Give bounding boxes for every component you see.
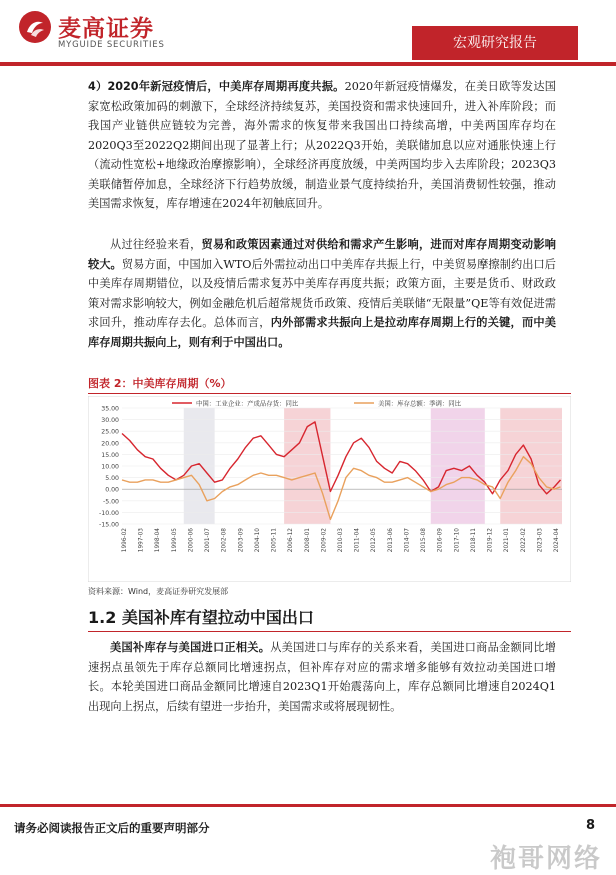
x-tick-label: 2010-03 bbox=[338, 528, 344, 553]
x-tick-label: 2002-08 bbox=[221, 528, 228, 553]
watermark: 袍哥网络 bbox=[490, 844, 603, 874]
y-tick-label: -10.00 bbox=[99, 509, 119, 517]
x-tick-label: 2024-04 bbox=[554, 528, 560, 553]
x-tick-label: 1996-02 bbox=[122, 528, 128, 553]
paragraph-body: 贸易方面，中国加入WTO后外需拉动出口中美库存共振上行，中美贸易摩擦制约出口后中美库存周期错位，以及疫情后需求复苏中美库存再度共振；政策方面，主要是货币、财政政策对需求影响较大，例如金融危机后超常规货币政策、疫情后美联储“无限量”QE等有效促进需求回升，推动库存去化。总体而言， bbox=[88, 257, 556, 329]
x-tick-label: 2012-05 bbox=[371, 528, 378, 553]
y-tick-label: 35.00 bbox=[101, 405, 119, 413]
x-tick-label: 2016-09 bbox=[437, 528, 444, 553]
x-tick-label: 1999-05 bbox=[171, 528, 178, 553]
x-tick-label: 2017-10 bbox=[454, 528, 461, 553]
y-tick-label: 10.00 bbox=[101, 463, 119, 471]
x-tick-label: 2011-04 bbox=[354, 528, 361, 553]
paragraph-us-import bbox=[88, 638, 556, 716]
x-tick-label: 2001-07 bbox=[205, 528, 212, 553]
inventory-cycle-chart bbox=[88, 396, 571, 582]
y-tick-label: 20.00 bbox=[101, 440, 119, 448]
legend-label-0: 中国：工业企业：产成品存货：同比 bbox=[196, 399, 299, 408]
y-tick-label: 15.00 bbox=[101, 451, 119, 459]
paragraph-body: 2020年新冠疫情爆发，在美日欧等发达国家宽松政策加码的刺激下，全球经济持续复苏，美国投资和需求快速回升，进入补库阶段；而我国产业链供应链较为完善，海外需求的恢复带来我国出口持续高增，中美两国库存均在2020Q3至2022Q2期间出现了显著上行；从2022Q3开始，美联储加息以应对通胀快速上行（流动性宽松+地缘政治摩擦影响），全球经济再度放缓，中美两国均步入去库阶段；2023Q3美联储暂停加息，全球经济下行趋势放缓，制造业景气度持续抬升，美国消费韧性较强，推动美国需求恢复，库存增速在2024年初触底回升。 bbox=[88, 80, 556, 210]
y-tick-label: 0.00 bbox=[105, 486, 119, 494]
x-tick-label: 2023-03 bbox=[537, 528, 544, 553]
brand-logo-icon bbox=[18, 10, 52, 44]
page-number: 8 bbox=[586, 818, 596, 833]
x-tick-label: 2015-08 bbox=[421, 528, 428, 553]
y-tick-label: 5.00 bbox=[105, 475, 119, 483]
report-header bbox=[0, 0, 616, 68]
x-tick-label: 2004-10 bbox=[254, 528, 261, 553]
paragraph-intro: 从过往经验来看， bbox=[110, 238, 202, 251]
footer-divider bbox=[0, 804, 616, 807]
x-tick-label: 2006-12 bbox=[288, 528, 295, 553]
y-tick-label: -15.00 bbox=[99, 521, 119, 529]
paragraph-trade-policy bbox=[88, 235, 556, 352]
x-tick-label: 2021-01 bbox=[504, 528, 511, 553]
brand-name-cn: 麦高证券 bbox=[58, 16, 154, 42]
paragraph-lead: 美国补库存与美国进口正相关。 bbox=[110, 641, 271, 654]
x-tick-label: 2018-11 bbox=[470, 528, 477, 553]
figure-source: 资料来源：Wind，麦高证券研究发展部 bbox=[88, 587, 229, 596]
report-type-badge: 宏观研究报告 bbox=[412, 26, 578, 60]
paragraph-bold-1: 贸易和政策因素通过对供给和需求产生影响，进而对库存周期变动影响较大。 bbox=[88, 238, 556, 271]
x-tick-label: 2019-12 bbox=[487, 528, 494, 553]
paragraph-body: 从美国进口与库存的关系来看，美国进口商品金额同比增速拐点虽领先于库存总额同比增速拐点，但补库存对应的需求增多能够有效拉动美国进口增长。本轮美国进口商品金额同比增速自2023Q1开始震荡向上，库存总额同比增速自2024Q1出现向上拐点，后续有望进一步抬升，美国需求或将展现韧性。 bbox=[88, 641, 556, 713]
paragraph-covid-cycle bbox=[88, 77, 556, 214]
x-tick-label: 2005-11 bbox=[271, 528, 278, 553]
x-tick-label: 2013-06 bbox=[387, 528, 394, 553]
x-tick-label: 1998-04 bbox=[155, 528, 162, 553]
figure-title-rule bbox=[88, 393, 571, 394]
y-tick-label: 25.00 bbox=[101, 428, 119, 436]
brand-name-en: MYGUIDE SECURITIES bbox=[58, 40, 165, 50]
disclaimer-note: 请务必阅读报告正文后的重要声明部分 bbox=[14, 821, 210, 835]
section-title: 1.2 美国补库有望拉动中国出口 bbox=[88, 608, 314, 627]
paragraph-lead: 4）2020年新冠疫情后，中美库存周期再度共振。 bbox=[88, 80, 345, 93]
x-tick-label: 2008-01 bbox=[304, 528, 311, 553]
y-tick-label: 30.00 bbox=[101, 417, 119, 425]
header-divider bbox=[0, 62, 616, 66]
x-tick-label: 2022-02 bbox=[520, 528, 527, 553]
paragraph-bold-2: 内外部需求共振向上是拉动库存周期上行的关键，而中美库存周期共振向上，则有利于中国出口。 bbox=[88, 316, 556, 349]
y-tick-label: -5.00 bbox=[102, 498, 119, 506]
section-title-rule bbox=[88, 631, 571, 632]
x-tick-label: 2000-06 bbox=[188, 528, 195, 553]
figure-title: 图表 2：中美库存周期（%） bbox=[88, 377, 232, 390]
legend-label-1: 美国：库存总额：季调：同比 bbox=[378, 399, 462, 408]
x-tick-label: 2003-09 bbox=[238, 528, 245, 553]
x-tick-label: 2014-07 bbox=[404, 528, 411, 553]
x-tick-label: 2009-02 bbox=[321, 528, 328, 553]
x-tick-label: 1997-03 bbox=[138, 528, 145, 553]
